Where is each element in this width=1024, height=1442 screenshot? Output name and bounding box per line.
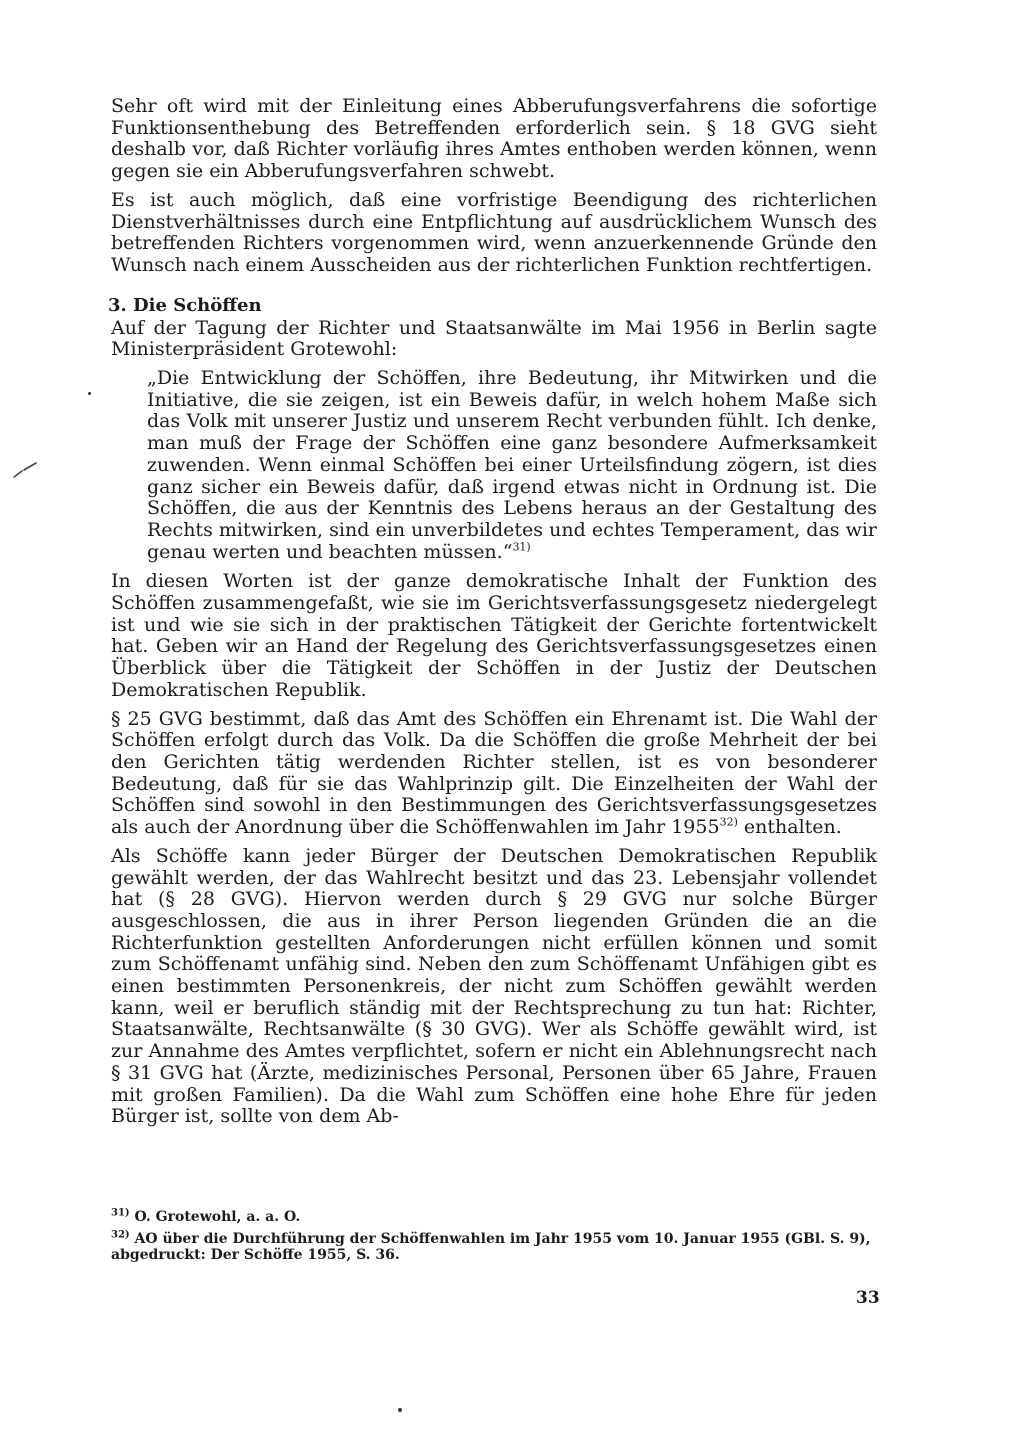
section-heading: 3. Die Schöffen	[108, 294, 262, 316]
paragraph-eligibility: Als Schöffe kann jeder Bürger der Deutschen Demokratischen Republik gewählt werden, der das Wahlrecht besitzt und das 23. Lebensjahr vollendet hat (§ 28 GVG). Hiervon werden durch § 29 GVG nur solche Bürger ausgeschlossen, die aus in ihrer Person liegenden Gründen die an die Richterfunktion gestellten Anforderungen nicht erfüllen können und somit zum Schöffenamt unfähig sind. Neben den zum Schöffenamt Unfähigen gibt es einen bestimmten Personenkreis, der nicht zum Schöffen gewählt werden kann, weil er beruflich ständig mit der Rechtsprechung zu tun hat: Richter, Staatsanwälte, Rechtsanwälte (§ 30 GVG). Wer als Schöffe gewählt wird, ist zur Annahme des Amtes verpflichtet, sofern er nicht ein Ablehnungsrecht nach § 31 GVG hat (Ärzte, medizinisches Personal, Personen über 65 Jahre, Frauen mit großen Familien). Da die Wahl zum Schöffen eine hohe Ehre für jeden Bürger ist, sollte von dem Ab-	[111, 844, 877, 1128]
footnotes	[111, 1209, 891, 1269]
quote-text: „Die Entwicklung der Schöffen, ihre Bedeutung, ihr Mitwirken und die Initiative, die sie zeigen, ist ein Beweis dafür, in welch hohem Maße sich das Volk mit unserer Justiz und unserem Recht verbunden fühlt. Ich denke, man muß der Frage der Schöffen eine ganz besondere Aufmerksamkeit zuwenden. Wenn einmal Schöffen bei einer Urteilsfindung zögern, ist dies ganz sicher ein Beweis dafür, daß irgend etwas nicht in Ordnung ist. Die Schöffen, die aus der Kenntnis des Lebens heraus an der Gestaltung des Rechts mitwirken, sind ein unverbildetes und echtes Temperament, das wir genau werten und beachten müssen.“	[147, 367, 877, 563]
margin-pencil-mark	[12, 461, 40, 479]
paragraph-democratic-content: In diesen Worten ist der ganze demokratische Inhalt der Funktion des Schöffen zusammengefaßt, wie sie im Gerichtsverfassungsgesetz niedergelegt ist und wie sie sich in der praktischen Tätigkeit der Gerichte fortentwickelt hat. Geben wir an Hand der Regelung des Gerichtsverfassungsgesetzes einen Überblick über die Tätigkeit der Schöffen in der Justiz der Deutschen Demokratischen Republik.	[111, 570, 877, 701]
paragraph-election: § 25 GVG bestimmt, daß das Amt des Schöffen ein Ehrenamt ist. Die Wahl der Schöffen erfolgt durch das Volk. Da die Schöffen die große Mehrheit der bei den Gerichten tätig werdenden Richter stellen, ist es von besonderer Bedeutung, daß für sie das Wahlprinzip gilt. Die Einzelheiten der Wahl der Schöffen sind sowohl in den Bestimmungen des Gerichtsverfassungsgesetzes als auch der Anordnung über die Schöffenwahlen im Jahr 1955$^{32)}$ enthalten.	[111, 707, 877, 839]
footnote-31: $^{31)}$ O. Grotewohl, a. a. O.	[111, 1207, 301, 1225]
paragraph-suspension: Sehr oft wird mit der Einleitung eines Abberufungsverfahrens die sofortige Funktionsenthebung des Betreffenden erforderlich sein. § 18 GVG sieht deshalb vor, daß Richter vorläufig ihres Amtes enthoben werden können, wenn gegen sie ein Abberufungsverfahren schwebt.	[111, 95, 877, 183]
paragraph-early-termination: Es ist auch möglich, daß eine vorfristige Beendigung des richterlichen Dienstverhältnisses durch eine Entpflichtung auf ausdrücklichem Wunsch des betreffenden Richters vorgenommen wird, wenn anzuerkennende Gründe den Wunsch nach einem Ausscheiden aus der richterlichen Funktion rechtfertigen.	[111, 188, 877, 276]
grotewohl-quote	[147, 368, 877, 563]
footnote-ref-32: 32)	[719, 815, 738, 829]
scan-speck	[88, 392, 91, 395]
paragraph-intro: Auf der Tagung der Richter und Staatsanwälte im Mai 1956 in Berlin sagte Ministerpräsident Grotewohl:	[111, 316, 877, 361]
page-number: 33	[856, 1288, 880, 1308]
footnote-32: $^{32)}$ AO über die Durchführung der Schöffenwahlen im Jahr 1955 vom 10. Januar 1955 (GBl. S. 9), abgedruckt: Der Schöffe 1955, S. 36.	[111, 1229, 871, 1263]
main-text-column	[108, 95, 877, 1135]
footnote-ref-31: 31)	[512, 540, 531, 554]
scan-speck	[398, 1408, 402, 1412]
